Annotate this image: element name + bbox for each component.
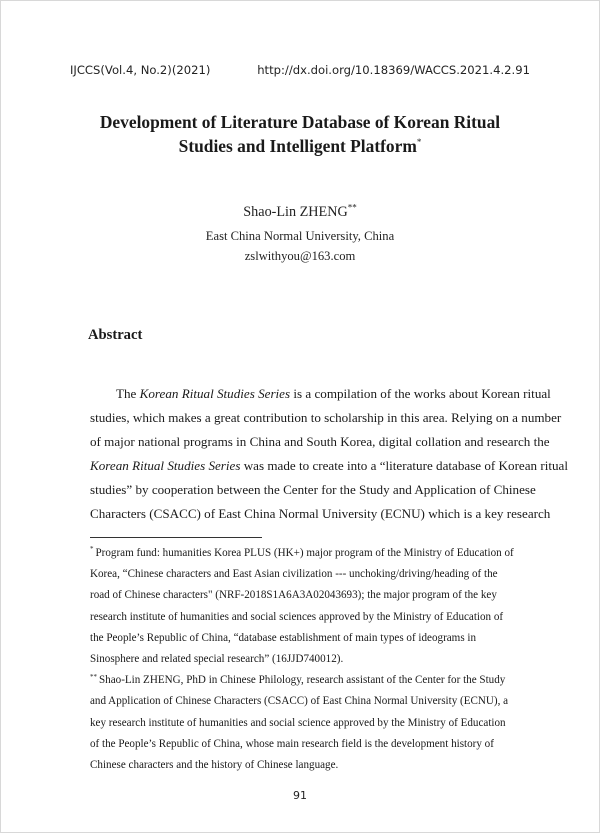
abstract-text: is a compilation of the works about Korean ritual bbox=[290, 386, 551, 401]
footnote-text: Sinosphere and related special research” (16JJD740012). bbox=[90, 653, 344, 665]
title-footnote-mark[interactable]: * bbox=[416, 137, 422, 148]
footnote-line bbox=[90, 628, 529, 649]
author-footnote-mark[interactable]: ** bbox=[347, 202, 357, 213]
journal-citation: IJCCS(Vol.4, No.2)(2021) bbox=[70, 63, 211, 77]
abstract-line bbox=[90, 406, 562, 430]
footnote-text: Chinese characters and the history of Chinese language. bbox=[90, 759, 339, 771]
footnote-text: research institute of humanities and social sciences approved by the Ministry of Education of bbox=[90, 610, 504, 623]
footnote-line bbox=[90, 755, 529, 776]
footnote-line bbox=[90, 713, 529, 734]
abstract-italic-title: Korean Ritual Studies Series bbox=[139, 386, 291, 401]
abstract-italic-title: Korean Ritual Studies Series bbox=[90, 458, 241, 473]
footnote-text: Shao-Lin ZHENG, PhD in Chinese Philology, research assistant of the Center for the Study bbox=[99, 674, 506, 687]
footnote-line bbox=[90, 691, 529, 712]
footnote-line bbox=[90, 649, 529, 670]
footnote-line bbox=[90, 543, 529, 564]
footnote-line bbox=[90, 670, 529, 691]
abstract-line bbox=[90, 430, 550, 454]
footnote-line bbox=[90, 564, 529, 585]
abstract-line bbox=[90, 454, 569, 478]
paper-title bbox=[60, 110, 540, 158]
footnote-line bbox=[90, 585, 529, 606]
title-line-2-text: Studies and Intelligent Platform bbox=[178, 136, 417, 156]
abstract-text: of major national programs in China and South Korea, digital collation and research the bbox=[90, 434, 550, 449]
footnote-separator bbox=[90, 537, 262, 538]
footnote-mark: * bbox=[90, 545, 94, 554]
abstract-text: The bbox=[116, 386, 140, 401]
doi-link[interactable]: http://dx.doi.org/10.18369/WACCS.2021.4.2.91 bbox=[257, 63, 530, 77]
abstract-text: studies, which makes a great contribution to scholarship in this area. Relying on a number bbox=[90, 410, 562, 425]
footnote-line bbox=[90, 734, 529, 755]
title-line-1: Development of Literature Database of Korean Ritual bbox=[99, 112, 501, 132]
author-email[interactable]: zslwithyou@163.com bbox=[244, 249, 356, 263]
footnote-text: Program fund: humanities Korea PLUS (HK+) major program of the Ministry of Education of bbox=[95, 547, 514, 559]
footnote-mark: ** bbox=[90, 672, 97, 681]
footnote-text: road of Chinese characters" (NRF-2018S1A6A3A02043693); the major program of the key bbox=[90, 589, 497, 602]
author-name-text: Shao-Lin ZHENG bbox=[243, 204, 348, 220]
page-number: 91 bbox=[293, 789, 307, 802]
abstract-text: studies” by cooperation between the Center for the Study and Application of Chinese bbox=[90, 482, 536, 497]
author-name bbox=[0, 204, 600, 221]
footnote-line bbox=[90, 607, 529, 628]
footnote-text: key research institute of humanities and social science approved by the Ministry of Education bbox=[90, 716, 506, 729]
abstract-line bbox=[90, 382, 551, 406]
footnote-text: Korea, “Chinese characters and East Asian civilization --- unchoking/driving/heading of the bbox=[90, 568, 498, 581]
abstract-heading: Abstract bbox=[88, 327, 143, 343]
footnote-text: the People’s Republic of China, “database establishment of main types of ideograms in bbox=[90, 631, 477, 644]
running-header bbox=[70, 63, 530, 83]
abstract-text: Characters (CSACC) of East China Normal University (ECNU) which is a key research bbox=[90, 506, 551, 521]
title-line-2 bbox=[60, 134, 540, 158]
abstract-line bbox=[90, 502, 551, 526]
footnote-text: of the People’s Republic of China, whose main research field is the development history of bbox=[90, 737, 494, 750]
author-affiliation: East China Normal University, China bbox=[205, 229, 395, 243]
abstract-text: was made to create into a “literature database of Korean ritual bbox=[240, 458, 569, 473]
abstract-line bbox=[90, 478, 536, 502]
footnote-text: and Application of Chinese Characters (CSACC) of East China Normal University (ECNU), a bbox=[90, 695, 509, 708]
